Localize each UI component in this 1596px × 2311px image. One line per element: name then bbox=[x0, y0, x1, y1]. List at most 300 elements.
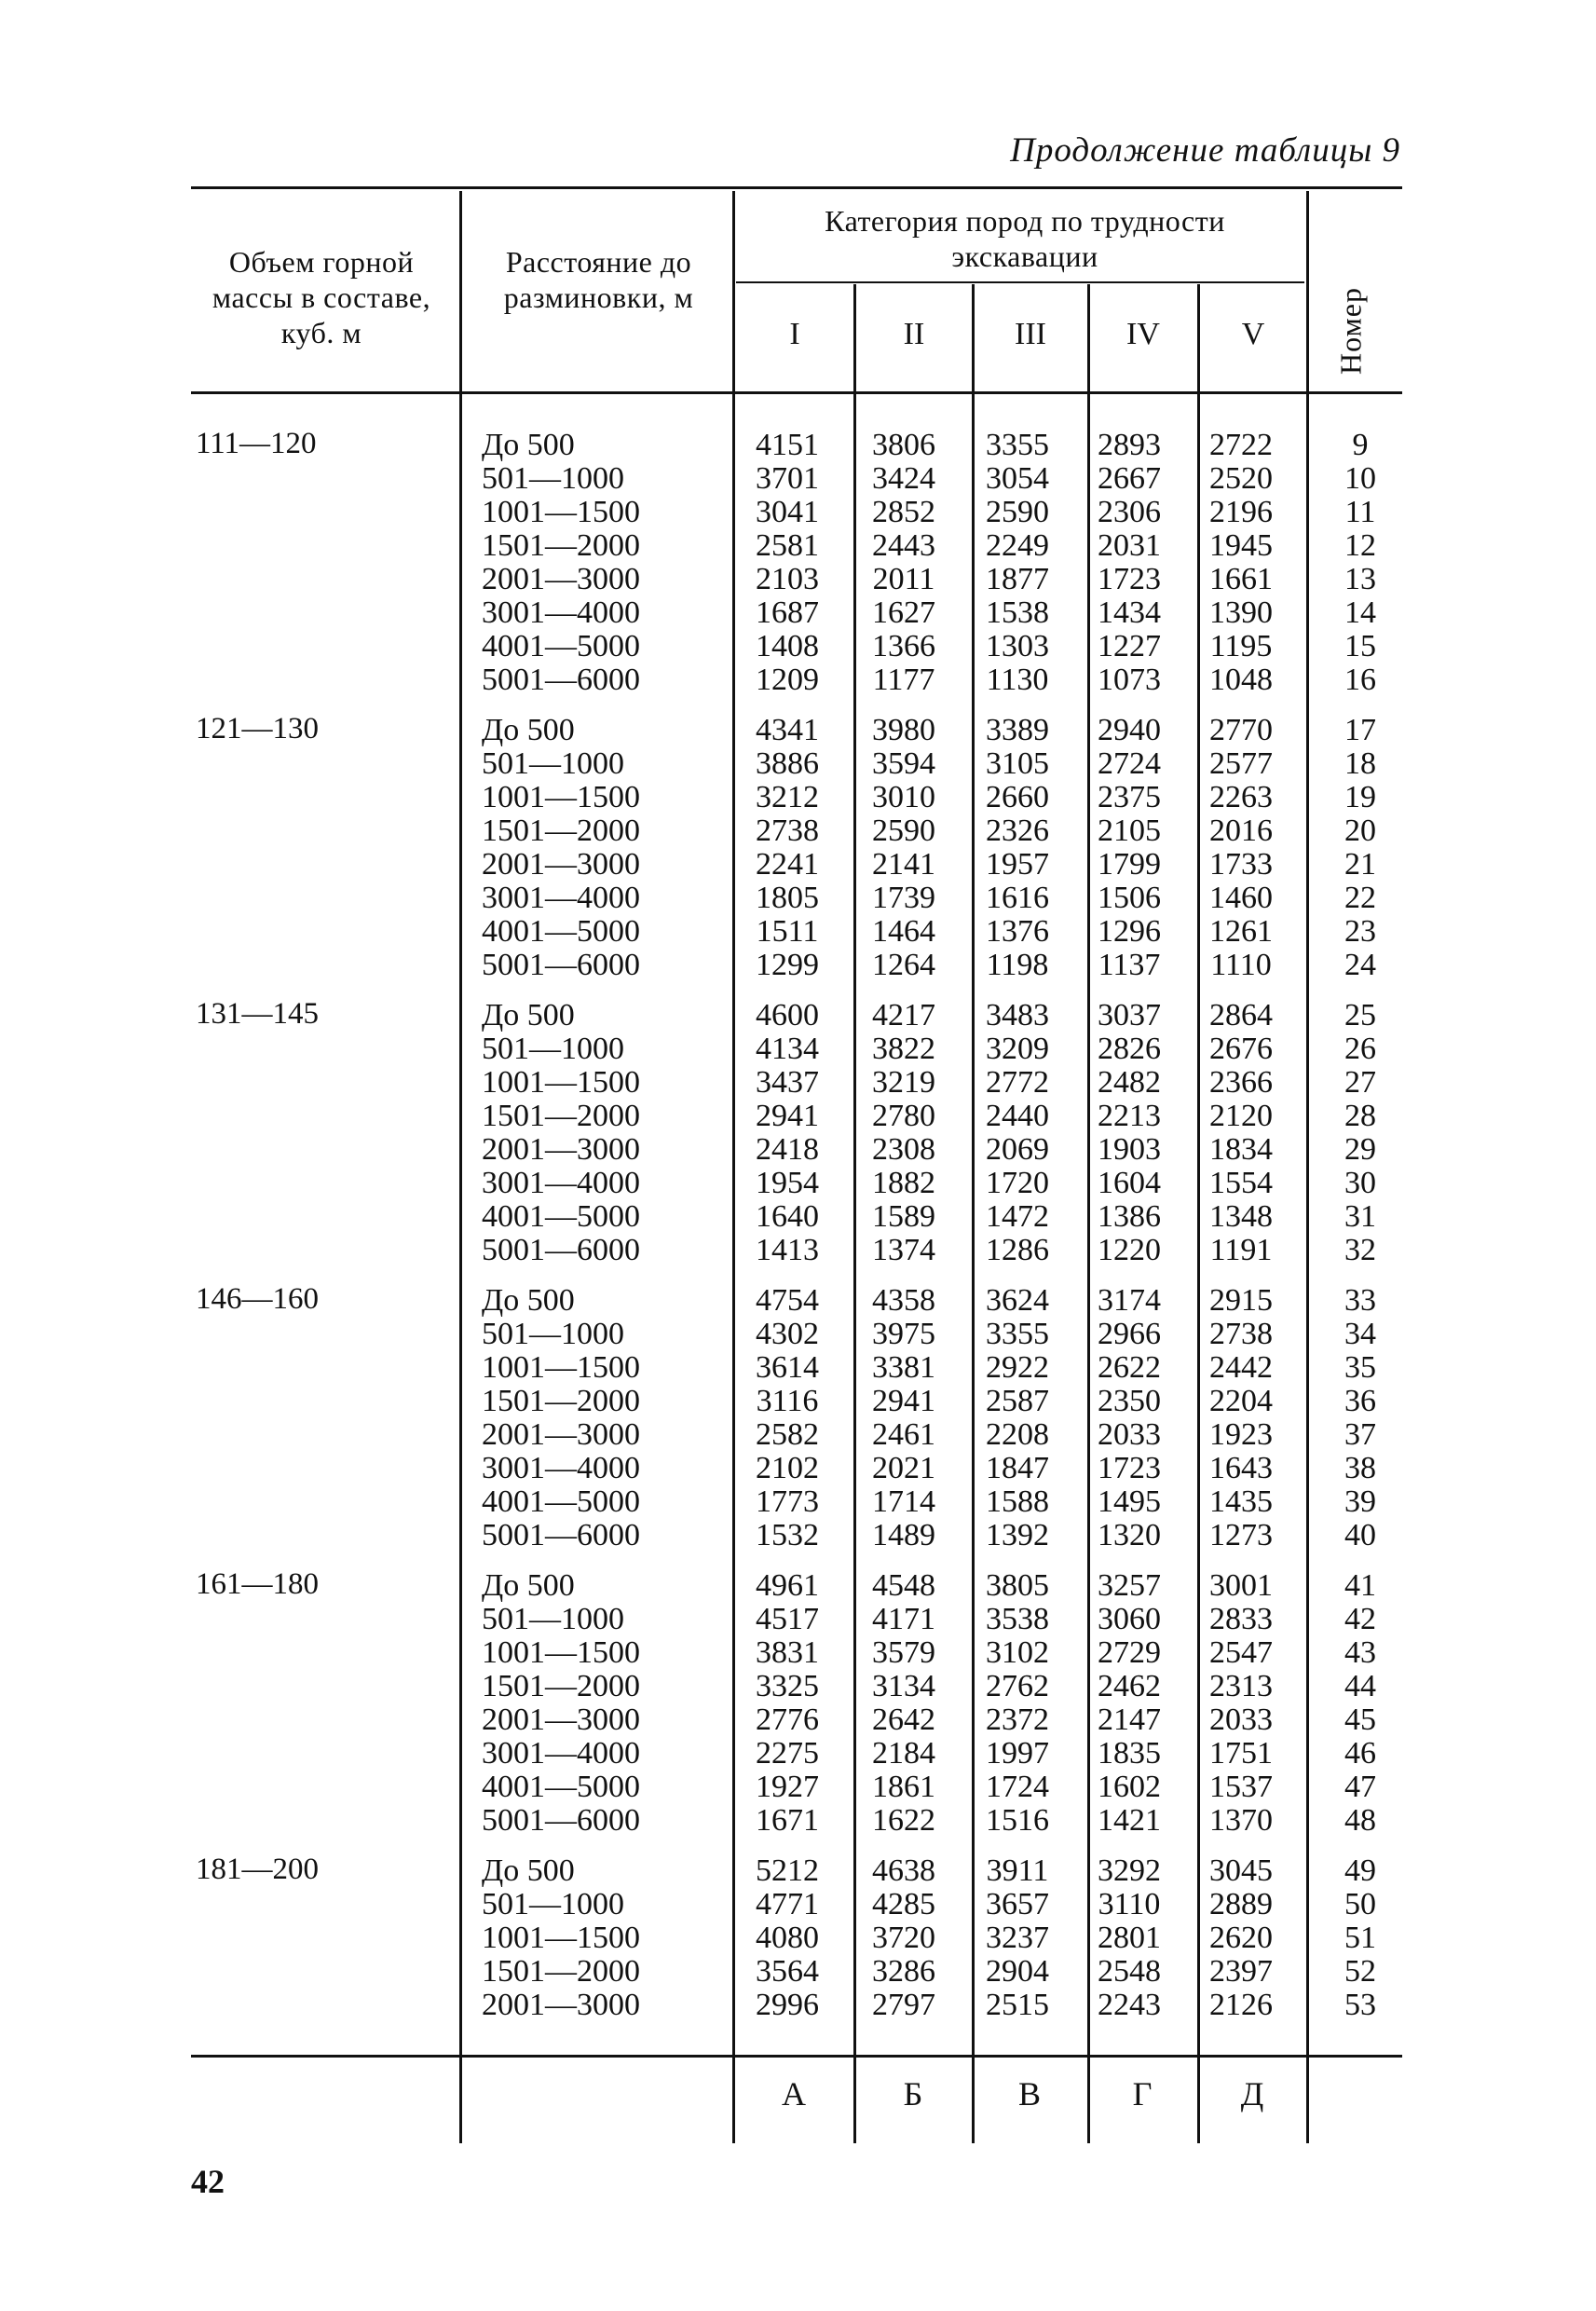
value-cell-cat3: 2372 bbox=[986, 1702, 1049, 1737]
value-cell-cat5: 2915 bbox=[1209, 1283, 1273, 1318]
value-cell-cat5: 1195 bbox=[1209, 629, 1273, 663]
value-cell-cat4: 1137 bbox=[1098, 948, 1161, 982]
distance-cell: 501—1000 bbox=[482, 746, 624, 781]
header-number: Номер bbox=[1333, 287, 1368, 375]
value-cell-cat3: 1198 bbox=[986, 948, 1049, 982]
table-row bbox=[191, 947, 1402, 980]
value-cell-cat4: 2462 bbox=[1098, 1669, 1161, 1703]
value-cell-cat1: 2418 bbox=[756, 1132, 819, 1167]
value-cell-cat2: 1264 bbox=[872, 948, 935, 982]
value-cell-cat2: 1177 bbox=[872, 663, 935, 697]
value-cell-cat4: 3060 bbox=[1098, 1602, 1161, 1636]
value-cell-cat2: 3975 bbox=[872, 1317, 935, 1351]
number-cell: 31 bbox=[1344, 1199, 1376, 1234]
value-cell-cat5: 1191 bbox=[1209, 1233, 1273, 1267]
value-cell-cat1: 1927 bbox=[756, 1770, 819, 1804]
header-cat-V: V bbox=[1241, 317, 1265, 351]
number-cell: 43 bbox=[1344, 1635, 1376, 1670]
distance-cell: 3001—4000 bbox=[482, 1166, 640, 1200]
number-cell: 22 bbox=[1344, 881, 1376, 915]
value-cell-cat2: 2642 bbox=[872, 1702, 935, 1737]
value-cell-cat5: 2520 bbox=[1209, 461, 1273, 496]
value-cell-cat2: 3594 bbox=[872, 746, 935, 781]
number-cell: 50 bbox=[1344, 1887, 1376, 1921]
value-cell-cat5: 2442 bbox=[1209, 1350, 1273, 1385]
value-cell-cat2: 3424 bbox=[872, 461, 935, 496]
distance-cell: 1001—1500 bbox=[482, 1350, 640, 1385]
value-cell-cat3: 1724 bbox=[986, 1770, 1049, 1804]
value-cell-cat3: 3624 bbox=[986, 1283, 1049, 1318]
number-cell: 44 bbox=[1344, 1669, 1376, 1703]
number-cell: 12 bbox=[1344, 528, 1376, 563]
table-row bbox=[191, 527, 1402, 561]
value-cell-cat4: 1495 bbox=[1098, 1484, 1161, 1519]
table-row bbox=[191, 1232, 1402, 1265]
value-cell-cat2: 1374 bbox=[872, 1233, 935, 1267]
value-cell-cat3: 3237 bbox=[986, 1921, 1049, 1955]
value-cell-cat5: 2620 bbox=[1209, 1921, 1273, 1955]
value-cell-cat3: 1616 bbox=[986, 881, 1049, 915]
value-cell-cat4: 2482 bbox=[1098, 1065, 1161, 1100]
value-cell-cat2: 4171 bbox=[872, 1602, 935, 1636]
table-row bbox=[191, 1634, 1402, 1668]
value-cell-cat1: 4517 bbox=[756, 1602, 819, 1636]
value-cell-cat5: 3001 bbox=[1209, 1568, 1273, 1603]
distance-cell: 501—1000 bbox=[482, 1602, 624, 1636]
volume-group bbox=[191, 997, 1402, 1282]
value-cell-cat2: 3381 bbox=[872, 1350, 935, 1385]
value-cell-cat4: 2213 bbox=[1098, 1099, 1161, 1133]
distance-cell: 4001—5000 bbox=[482, 1484, 640, 1519]
value-cell-cat3: 1472 bbox=[986, 1199, 1049, 1234]
value-cell-cat4: 2826 bbox=[1098, 1032, 1161, 1066]
number-cell: 11 bbox=[1344, 495, 1376, 529]
value-cell-cat4: 1506 bbox=[1098, 881, 1161, 915]
table-row bbox=[191, 1031, 1402, 1064]
value-cell-cat2: 4217 bbox=[872, 998, 935, 1032]
value-cell-cat3: 2772 bbox=[986, 1065, 1049, 1100]
distance-cell: 1501—2000 bbox=[482, 1384, 640, 1418]
value-cell-cat1: 3701 bbox=[756, 461, 819, 496]
value-cell-cat5: 1460 bbox=[1209, 881, 1273, 915]
value-cell-cat5: 1923 bbox=[1209, 1417, 1273, 1452]
value-cell-cat5: 1751 bbox=[1209, 1736, 1273, 1771]
table-row bbox=[191, 1953, 1402, 1987]
distance-cell: До 500 bbox=[482, 998, 575, 1032]
value-cell-cat1: 2738 bbox=[756, 814, 819, 848]
value-cell-cat1: 2582 bbox=[756, 1417, 819, 1452]
value-cell-cat4: 3174 bbox=[1098, 1283, 1161, 1318]
table-row bbox=[191, 662, 1402, 695]
number-cell: 35 bbox=[1344, 1350, 1376, 1385]
value-cell-cat4: 2350 bbox=[1098, 1384, 1161, 1418]
value-cell-cat4: 2622 bbox=[1098, 1350, 1161, 1385]
number-cell: 42 bbox=[1344, 1602, 1376, 1636]
value-cell-cat4: 1296 bbox=[1098, 914, 1161, 949]
table-row bbox=[191, 1853, 1402, 1886]
footer-letter-G: Г bbox=[1132, 2075, 1153, 2113]
value-cell-cat1: 3116 bbox=[756, 1384, 819, 1418]
number-cell: 10 bbox=[1344, 461, 1376, 496]
value-cell-cat3: 3483 bbox=[986, 998, 1049, 1032]
value-cell-cat2: 1366 bbox=[872, 629, 935, 663]
distance-cell: 4001—5000 bbox=[482, 1770, 640, 1804]
value-cell-cat1: 3886 bbox=[756, 746, 819, 781]
value-cell-cat3: 2904 bbox=[986, 1954, 1049, 1989]
value-cell-cat4: 1799 bbox=[1098, 847, 1161, 882]
value-cell-cat5: 1435 bbox=[1209, 1484, 1273, 1519]
number-cell: 41 bbox=[1344, 1568, 1376, 1603]
distance-cell: 2001—3000 bbox=[482, 562, 640, 596]
value-cell-cat3: 1588 bbox=[986, 1484, 1049, 1519]
table-row bbox=[191, 1064, 1402, 1098]
volume-range: 161—180 bbox=[196, 1567, 319, 1601]
value-cell-cat1: 5212 bbox=[756, 1853, 819, 1888]
distance-cell: 5001—6000 bbox=[482, 1803, 640, 1838]
value-cell-cat5: 2033 bbox=[1209, 1702, 1273, 1737]
distance-cell: 1501—2000 bbox=[482, 1669, 640, 1703]
value-cell-cat3: 3911 bbox=[986, 1853, 1049, 1888]
distance-cell: 1001—1500 bbox=[482, 1635, 640, 1670]
value-cell-cat5: 2547 bbox=[1209, 1635, 1273, 1670]
distance-cell: 1501—2000 bbox=[482, 814, 640, 848]
volume-group bbox=[191, 712, 1402, 997]
number-cell: 19 bbox=[1344, 780, 1376, 814]
value-cell-cat1: 2776 bbox=[756, 1702, 819, 1737]
value-cell-cat1: 4302 bbox=[756, 1317, 819, 1351]
value-cell-cat4: 1386 bbox=[1098, 1199, 1161, 1234]
value-cell-cat1: 3437 bbox=[756, 1065, 819, 1100]
number-cell: 53 bbox=[1344, 1988, 1376, 2022]
value-cell-cat4: 1903 bbox=[1098, 1132, 1161, 1167]
value-cell-cat2: 2852 bbox=[872, 495, 935, 529]
value-cell-cat5: 2204 bbox=[1209, 1384, 1273, 1418]
distance-cell: 1001—1500 bbox=[482, 495, 640, 529]
value-cell-cat2: 2141 bbox=[872, 847, 935, 882]
value-cell-cat3: 2208 bbox=[986, 1417, 1049, 1452]
value-cell-cat3: 2590 bbox=[986, 495, 1049, 529]
value-cell-cat2: 3134 bbox=[872, 1669, 935, 1703]
number-cell: 49 bbox=[1344, 1853, 1376, 1888]
table-row bbox=[191, 1131, 1402, 1165]
table-row bbox=[191, 779, 1402, 813]
table-row bbox=[191, 1517, 1402, 1551]
distance-cell: 1001—1500 bbox=[482, 1921, 640, 1955]
value-cell-cat3: 1516 bbox=[986, 1803, 1049, 1838]
distance-cell: 2001—3000 bbox=[482, 1132, 640, 1167]
number-cell: 32 bbox=[1344, 1233, 1376, 1267]
volume-range: 181—200 bbox=[196, 1853, 319, 1886]
table-row bbox=[191, 745, 1402, 779]
table-row bbox=[191, 427, 1402, 460]
distance-cell: 2001—3000 bbox=[482, 1417, 640, 1452]
page-number: 42 bbox=[191, 2163, 225, 2200]
value-cell-cat3: 3054 bbox=[986, 461, 1049, 496]
number-cell: 28 bbox=[1344, 1099, 1376, 1133]
value-cell-cat5: 2016 bbox=[1209, 814, 1273, 848]
value-cell-cat1: 3212 bbox=[756, 780, 819, 814]
value-cell-cat5: 2120 bbox=[1209, 1099, 1273, 1133]
number-cell: 40 bbox=[1344, 1518, 1376, 1552]
number-cell: 46 bbox=[1344, 1736, 1376, 1771]
table-row bbox=[191, 494, 1402, 527]
value-cell-cat3: 1376 bbox=[986, 914, 1049, 949]
value-cell-cat4: 2031 bbox=[1098, 528, 1161, 563]
value-cell-cat5: 2126 bbox=[1209, 1988, 1273, 2022]
volume-group bbox=[191, 1282, 1402, 1567]
value-cell-cat3: 2069 bbox=[986, 1132, 1049, 1167]
value-cell-cat1: 1209 bbox=[756, 663, 819, 697]
number-cell: 34 bbox=[1344, 1317, 1376, 1351]
value-cell-cat4: 1723 bbox=[1098, 562, 1161, 596]
value-cell-cat2: 2461 bbox=[872, 1417, 935, 1452]
number-cell: 16 bbox=[1344, 663, 1376, 697]
table-row bbox=[191, 1735, 1402, 1769]
value-cell-cat1: 4134 bbox=[756, 1032, 819, 1066]
number-cell: 52 bbox=[1344, 1954, 1376, 1989]
header-category: Категория пород по трудности экскавации bbox=[825, 204, 1225, 273]
value-cell-cat1: 4341 bbox=[756, 713, 819, 747]
number-cell: 36 bbox=[1344, 1384, 1376, 1418]
value-cell-cat4: 1602 bbox=[1098, 1770, 1161, 1804]
value-cell-cat1: 3564 bbox=[756, 1954, 819, 1989]
distance-cell: 5001—6000 bbox=[482, 663, 640, 697]
table-row bbox=[191, 1098, 1402, 1131]
value-cell-cat4: 2729 bbox=[1098, 1635, 1161, 1670]
value-cell-cat5: 1661 bbox=[1209, 562, 1273, 596]
table-row bbox=[191, 1702, 1402, 1735]
volume-range: 111—120 bbox=[196, 427, 317, 460]
value-cell-cat1: 3831 bbox=[756, 1635, 819, 1670]
value-cell-cat1: 1805 bbox=[756, 881, 819, 915]
table-caption: Продолжение таблицы 9 bbox=[1010, 131, 1400, 170]
value-cell-cat1: 4754 bbox=[756, 1283, 819, 1318]
value-cell-cat1: 4771 bbox=[756, 1887, 819, 1921]
value-cell-cat5: 1390 bbox=[1209, 595, 1273, 630]
value-cell-cat5: 1261 bbox=[1209, 914, 1273, 949]
table-row bbox=[191, 880, 1402, 913]
number-cell: 39 bbox=[1344, 1484, 1376, 1519]
distance-cell: 5001—6000 bbox=[482, 948, 640, 982]
value-cell-cat1: 2241 bbox=[756, 847, 819, 882]
value-cell-cat2: 1589 bbox=[872, 1199, 935, 1234]
number-cell: 33 bbox=[1344, 1283, 1376, 1318]
value-cell-cat3: 3355 bbox=[986, 1317, 1049, 1351]
table-row bbox=[191, 712, 1402, 745]
distance-cell: 2001—3000 bbox=[482, 1988, 640, 2022]
table-row bbox=[191, 1601, 1402, 1634]
value-cell-cat3: 1538 bbox=[986, 595, 1049, 630]
number-cell: 23 bbox=[1344, 914, 1376, 949]
header-cat-III: III bbox=[1015, 317, 1046, 351]
value-cell-cat4: 2801 bbox=[1098, 1921, 1161, 1955]
value-cell-cat5: 2397 bbox=[1209, 1954, 1273, 1989]
table-row bbox=[191, 1769, 1402, 1802]
value-cell-cat3: 3389 bbox=[986, 713, 1049, 747]
value-cell-cat5: 1273 bbox=[1209, 1518, 1273, 1552]
table-row bbox=[191, 1316, 1402, 1349]
distance-cell: 2001—3000 bbox=[482, 1702, 640, 1737]
table-row bbox=[191, 813, 1402, 846]
header-cat-IV: IV bbox=[1126, 317, 1160, 351]
value-cell-cat5: 2770 bbox=[1209, 713, 1273, 747]
value-cell-cat3: 3805 bbox=[986, 1568, 1049, 1603]
distance-cell: 1501—2000 bbox=[482, 528, 640, 563]
value-cell-cat1: 4961 bbox=[756, 1568, 819, 1603]
value-cell-cat2: 3286 bbox=[872, 1954, 935, 1989]
value-cell-cat2: 2590 bbox=[872, 814, 935, 848]
value-cell-cat2: 2308 bbox=[872, 1132, 935, 1167]
number-cell: 15 bbox=[1344, 629, 1376, 663]
value-cell-cat2: 1861 bbox=[872, 1770, 935, 1804]
value-cell-cat5: 2263 bbox=[1209, 780, 1273, 814]
value-cell-cat5: 3045 bbox=[1209, 1853, 1273, 1888]
distance-cell: 5001—6000 bbox=[482, 1518, 640, 1552]
value-cell-cat1: 3614 bbox=[756, 1350, 819, 1385]
value-cell-cat4: 2966 bbox=[1098, 1317, 1161, 1351]
value-cell-cat2: 2184 bbox=[872, 1736, 935, 1771]
value-cell-cat2: 4285 bbox=[872, 1887, 935, 1921]
value-cell-cat3: 1957 bbox=[986, 847, 1049, 882]
value-cell-cat3: 1997 bbox=[986, 1736, 1049, 1771]
value-cell-cat4: 2667 bbox=[1098, 461, 1161, 496]
value-cell-cat5: 1554 bbox=[1209, 1166, 1273, 1200]
distance-cell: 2001—3000 bbox=[482, 847, 640, 882]
value-cell-cat4: 2375 bbox=[1098, 780, 1161, 814]
value-cell-cat5: 2313 bbox=[1209, 1669, 1273, 1703]
distance-cell: 1501—2000 bbox=[482, 1954, 640, 1989]
distance-cell: 501—1000 bbox=[482, 461, 624, 496]
value-cell-cat5: 2738 bbox=[1209, 1317, 1273, 1351]
volume-group bbox=[191, 1567, 1402, 1853]
value-cell-cat3: 3538 bbox=[986, 1602, 1049, 1636]
number-cell: 29 bbox=[1344, 1132, 1376, 1167]
value-cell-cat5: 2366 bbox=[1209, 1065, 1273, 1100]
value-cell-cat3: 1720 bbox=[986, 1166, 1049, 1200]
value-cell-cat1: 1671 bbox=[756, 1803, 819, 1838]
volume-range: 131—145 bbox=[196, 997, 319, 1031]
table-row bbox=[191, 1920, 1402, 1953]
header-bottom-rule bbox=[191, 391, 1402, 394]
distance-cell: 5001—6000 bbox=[482, 1233, 640, 1267]
table-body bbox=[191, 427, 1402, 2138]
value-cell-cat4: 2548 bbox=[1098, 1954, 1161, 1989]
table-row bbox=[191, 1198, 1402, 1232]
value-cell-cat3: 2515 bbox=[986, 1988, 1049, 2022]
table-row bbox=[191, 1802, 1402, 1836]
value-cell-cat4: 3037 bbox=[1098, 998, 1161, 1032]
number-cell: 13 bbox=[1344, 562, 1376, 596]
value-cell-cat1: 4600 bbox=[756, 998, 819, 1032]
value-cell-cat2: 2941 bbox=[872, 1384, 935, 1418]
distance-cell: 1001—1500 bbox=[482, 780, 640, 814]
value-cell-cat2: 3219 bbox=[872, 1065, 935, 1100]
value-cell-cat1: 4151 bbox=[756, 428, 819, 462]
distance-cell: 4001—5000 bbox=[482, 914, 640, 949]
value-cell-cat2: 1714 bbox=[872, 1484, 935, 1519]
value-cell-cat4: 1434 bbox=[1098, 595, 1161, 630]
value-cell-cat4: 3110 bbox=[1098, 1887, 1161, 1921]
footer-letter-V: В bbox=[1017, 2075, 1041, 2113]
volume-group bbox=[191, 427, 1402, 712]
distance-cell: 1501—2000 bbox=[482, 1099, 640, 1133]
value-cell-cat5: 1110 bbox=[1210, 948, 1272, 982]
distance-cell: До 500 bbox=[482, 428, 575, 462]
value-cell-cat5: 2722 bbox=[1209, 428, 1273, 462]
value-cell-cat4: 1835 bbox=[1098, 1736, 1161, 1771]
distance-cell: 501—1000 bbox=[482, 1032, 624, 1066]
value-cell-cat4: 2306 bbox=[1098, 495, 1161, 529]
table-row bbox=[191, 1282, 1402, 1316]
number-cell: 18 bbox=[1344, 746, 1376, 781]
value-cell-cat1: 3325 bbox=[756, 1669, 819, 1703]
table-row bbox=[191, 1886, 1402, 1920]
table-row bbox=[191, 460, 1402, 494]
number-cell: 21 bbox=[1344, 847, 1376, 882]
value-cell-cat1: 1408 bbox=[756, 629, 819, 663]
value-cell-cat5: 2577 bbox=[1209, 746, 1273, 781]
value-cell-cat3: 2249 bbox=[986, 528, 1049, 563]
number-cell: 38 bbox=[1344, 1451, 1376, 1485]
footer-letter-B: Б bbox=[903, 2075, 923, 2113]
table-row bbox=[191, 1383, 1402, 1416]
table-row bbox=[191, 595, 1402, 628]
value-cell-cat3: 2762 bbox=[986, 1669, 1049, 1703]
table-row bbox=[191, 1987, 1402, 2020]
footer-letter-A: А bbox=[782, 2075, 806, 2113]
value-cell-cat2: 3720 bbox=[872, 1921, 935, 1955]
table-row bbox=[191, 1668, 1402, 1702]
distance-cell: До 500 bbox=[482, 713, 575, 747]
value-cell-cat5: 1834 bbox=[1209, 1132, 1273, 1167]
value-cell-cat2: 4638 bbox=[872, 1853, 935, 1888]
value-cell-cat4: 2893 bbox=[1098, 428, 1161, 462]
number-cell: 45 bbox=[1344, 1702, 1376, 1737]
value-cell-cat2: 2797 bbox=[872, 1988, 935, 2022]
value-cell-cat2: 2011 bbox=[872, 562, 935, 596]
value-cell-cat2: 4548 bbox=[872, 1568, 935, 1603]
distance-cell: 3001—4000 bbox=[482, 881, 640, 915]
value-cell-cat3: 2587 bbox=[986, 1384, 1049, 1418]
value-cell-cat2: 3806 bbox=[872, 428, 935, 462]
value-cell-cat1: 2581 bbox=[756, 528, 819, 563]
value-cell-cat5: 2889 bbox=[1209, 1887, 1273, 1921]
value-cell-cat3: 3657 bbox=[986, 1887, 1049, 1921]
value-cell-cat5: 2833 bbox=[1209, 1602, 1273, 1636]
value-cell-cat5: 1643 bbox=[1209, 1451, 1273, 1485]
value-cell-cat5: 1048 bbox=[1209, 663, 1273, 697]
category-rule bbox=[736, 281, 1304, 283]
value-cell-cat4: 2940 bbox=[1098, 713, 1161, 747]
number-cell: 17 bbox=[1344, 713, 1376, 747]
value-cell-cat4: 1227 bbox=[1098, 629, 1161, 663]
value-cell-cat5: 1945 bbox=[1209, 528, 1273, 563]
value-cell-cat3: 2922 bbox=[986, 1350, 1049, 1385]
value-cell-cat2: 1464 bbox=[872, 914, 935, 949]
value-cell-cat1: 4080 bbox=[756, 1921, 819, 1955]
value-cell-cat4: 1220 bbox=[1098, 1233, 1161, 1267]
value-cell-cat3: 3105 bbox=[986, 746, 1049, 781]
number-cell: 27 bbox=[1344, 1065, 1376, 1100]
value-cell-cat1: 1687 bbox=[756, 595, 819, 630]
value-cell-cat2: 1489 bbox=[872, 1518, 935, 1552]
value-cell-cat1: 1532 bbox=[756, 1518, 819, 1552]
value-cell-cat5: 2864 bbox=[1209, 998, 1273, 1032]
distance-cell: 1001—1500 bbox=[482, 1065, 640, 1100]
value-cell-cat1: 3041 bbox=[756, 495, 819, 529]
value-cell-cat2: 1739 bbox=[872, 881, 935, 915]
distance-cell: До 500 bbox=[482, 1853, 575, 1888]
